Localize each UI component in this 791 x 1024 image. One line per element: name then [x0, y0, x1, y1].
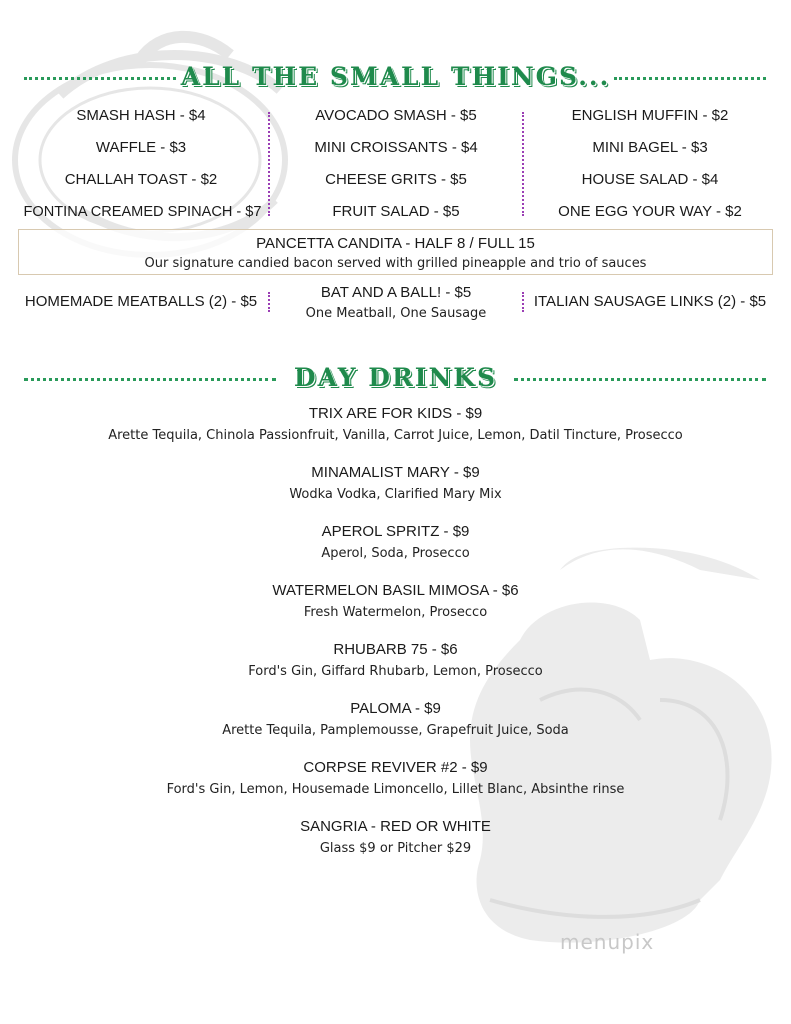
drink-description: Wodka Vodka, Clarified Mary Mix [289, 487, 502, 502]
menu-item: FONTINA CREAMED SPINACH - $7 [23, 203, 262, 220]
drink-name: PALOMA - $9 [350, 700, 441, 717]
menu-item: FRUIT SALAD - $5 [332, 203, 460, 220]
menu-item: CHEESE GRITS - $5 [325, 171, 467, 188]
menu-item: CHALLAH TOAST - $2 [64, 171, 218, 188]
menu-item: HOMEMADE MEATBALLS (2) - $5 [24, 293, 258, 310]
drink-description: Ford's Gin, Lemon, Housemade Limoncello, Lillet Blanc, Absinthe rinse [166, 782, 625, 797]
drink-description: Arette Tequila, Pamplemousse, Grapefruit Juice, Soda [222, 723, 569, 738]
menu-item-description: One Meatball, One Sausage [305, 306, 487, 321]
drink-description: Aperol, Soda, Prosecco [321, 546, 470, 561]
menu-item: MINI CROISSANTS - $4 [314, 139, 478, 156]
menu-item: ONE EGG YOUR WAY - $2 [558, 203, 742, 220]
section-title-day-drinks: DAY DRINKS [293, 363, 498, 392]
menu-item: MINI BAGEL - $3 [592, 139, 708, 156]
drink-description: Arette Tequila, Chinola Passionfruit, Vanilla, Carrot Juice, Lemon, Datil Tincture, Prosecco [108, 428, 683, 443]
watermark: menupix [560, 930, 655, 954]
feature-item-name: PANCETTA CANDITA - HALF 8 / FULL 15 [256, 235, 535, 252]
section-title-small-things: ALL THE SMALL THINGS... [180, 62, 611, 91]
drink-description: Fresh Watermelon, Prosecco [303, 605, 488, 620]
menu-item: ENGLISH MUFFIN - $2 [571, 107, 729, 124]
menu-item: HOUSE SALAD - $4 [581, 171, 719, 188]
drink-description: Glass $9 or Pitcher $29 [319, 841, 472, 856]
menu-item: AVOCADO SMASH - $5 [315, 107, 477, 124]
column-separator [522, 292, 524, 312]
drink-name: TRIX ARE FOR KIDS - $9 [308, 405, 483, 422]
drink-name: APEROL SPRITZ - $9 [321, 523, 470, 540]
column-separator [268, 112, 270, 216]
drink-name: CORPSE REVIVER #2 - $9 [303, 759, 488, 776]
feature-item-description: Our signature candied bacon served with grilled pineapple and trio of sauces [144, 256, 647, 271]
title-dots-right [514, 378, 766, 381]
column-separator [522, 112, 524, 216]
drink-description: Ford's Gin, Giffard Rhubarb, Lemon, Prosecco [248, 664, 543, 679]
drink-name: MINAMALIST MARY - $9 [311, 464, 480, 481]
drink-name: RHUBARB 75 - $6 [333, 641, 458, 658]
menu-item: ITALIAN SAUSAGE LINKS (2) - $5 [533, 293, 767, 310]
column-separator [268, 292, 270, 312]
menu-item: BAT AND A BALL! - $5 [320, 284, 472, 301]
title-dots-right [614, 77, 766, 80]
drink-name: WATERMELON BASIL MIMOSA - $6 [272, 582, 519, 599]
menu-item: WAFFLE - $3 [95, 139, 187, 156]
drink-name: SANGRIA - RED OR WHITE [300, 818, 491, 835]
menu-item: SMASH HASH - $4 [76, 107, 206, 124]
